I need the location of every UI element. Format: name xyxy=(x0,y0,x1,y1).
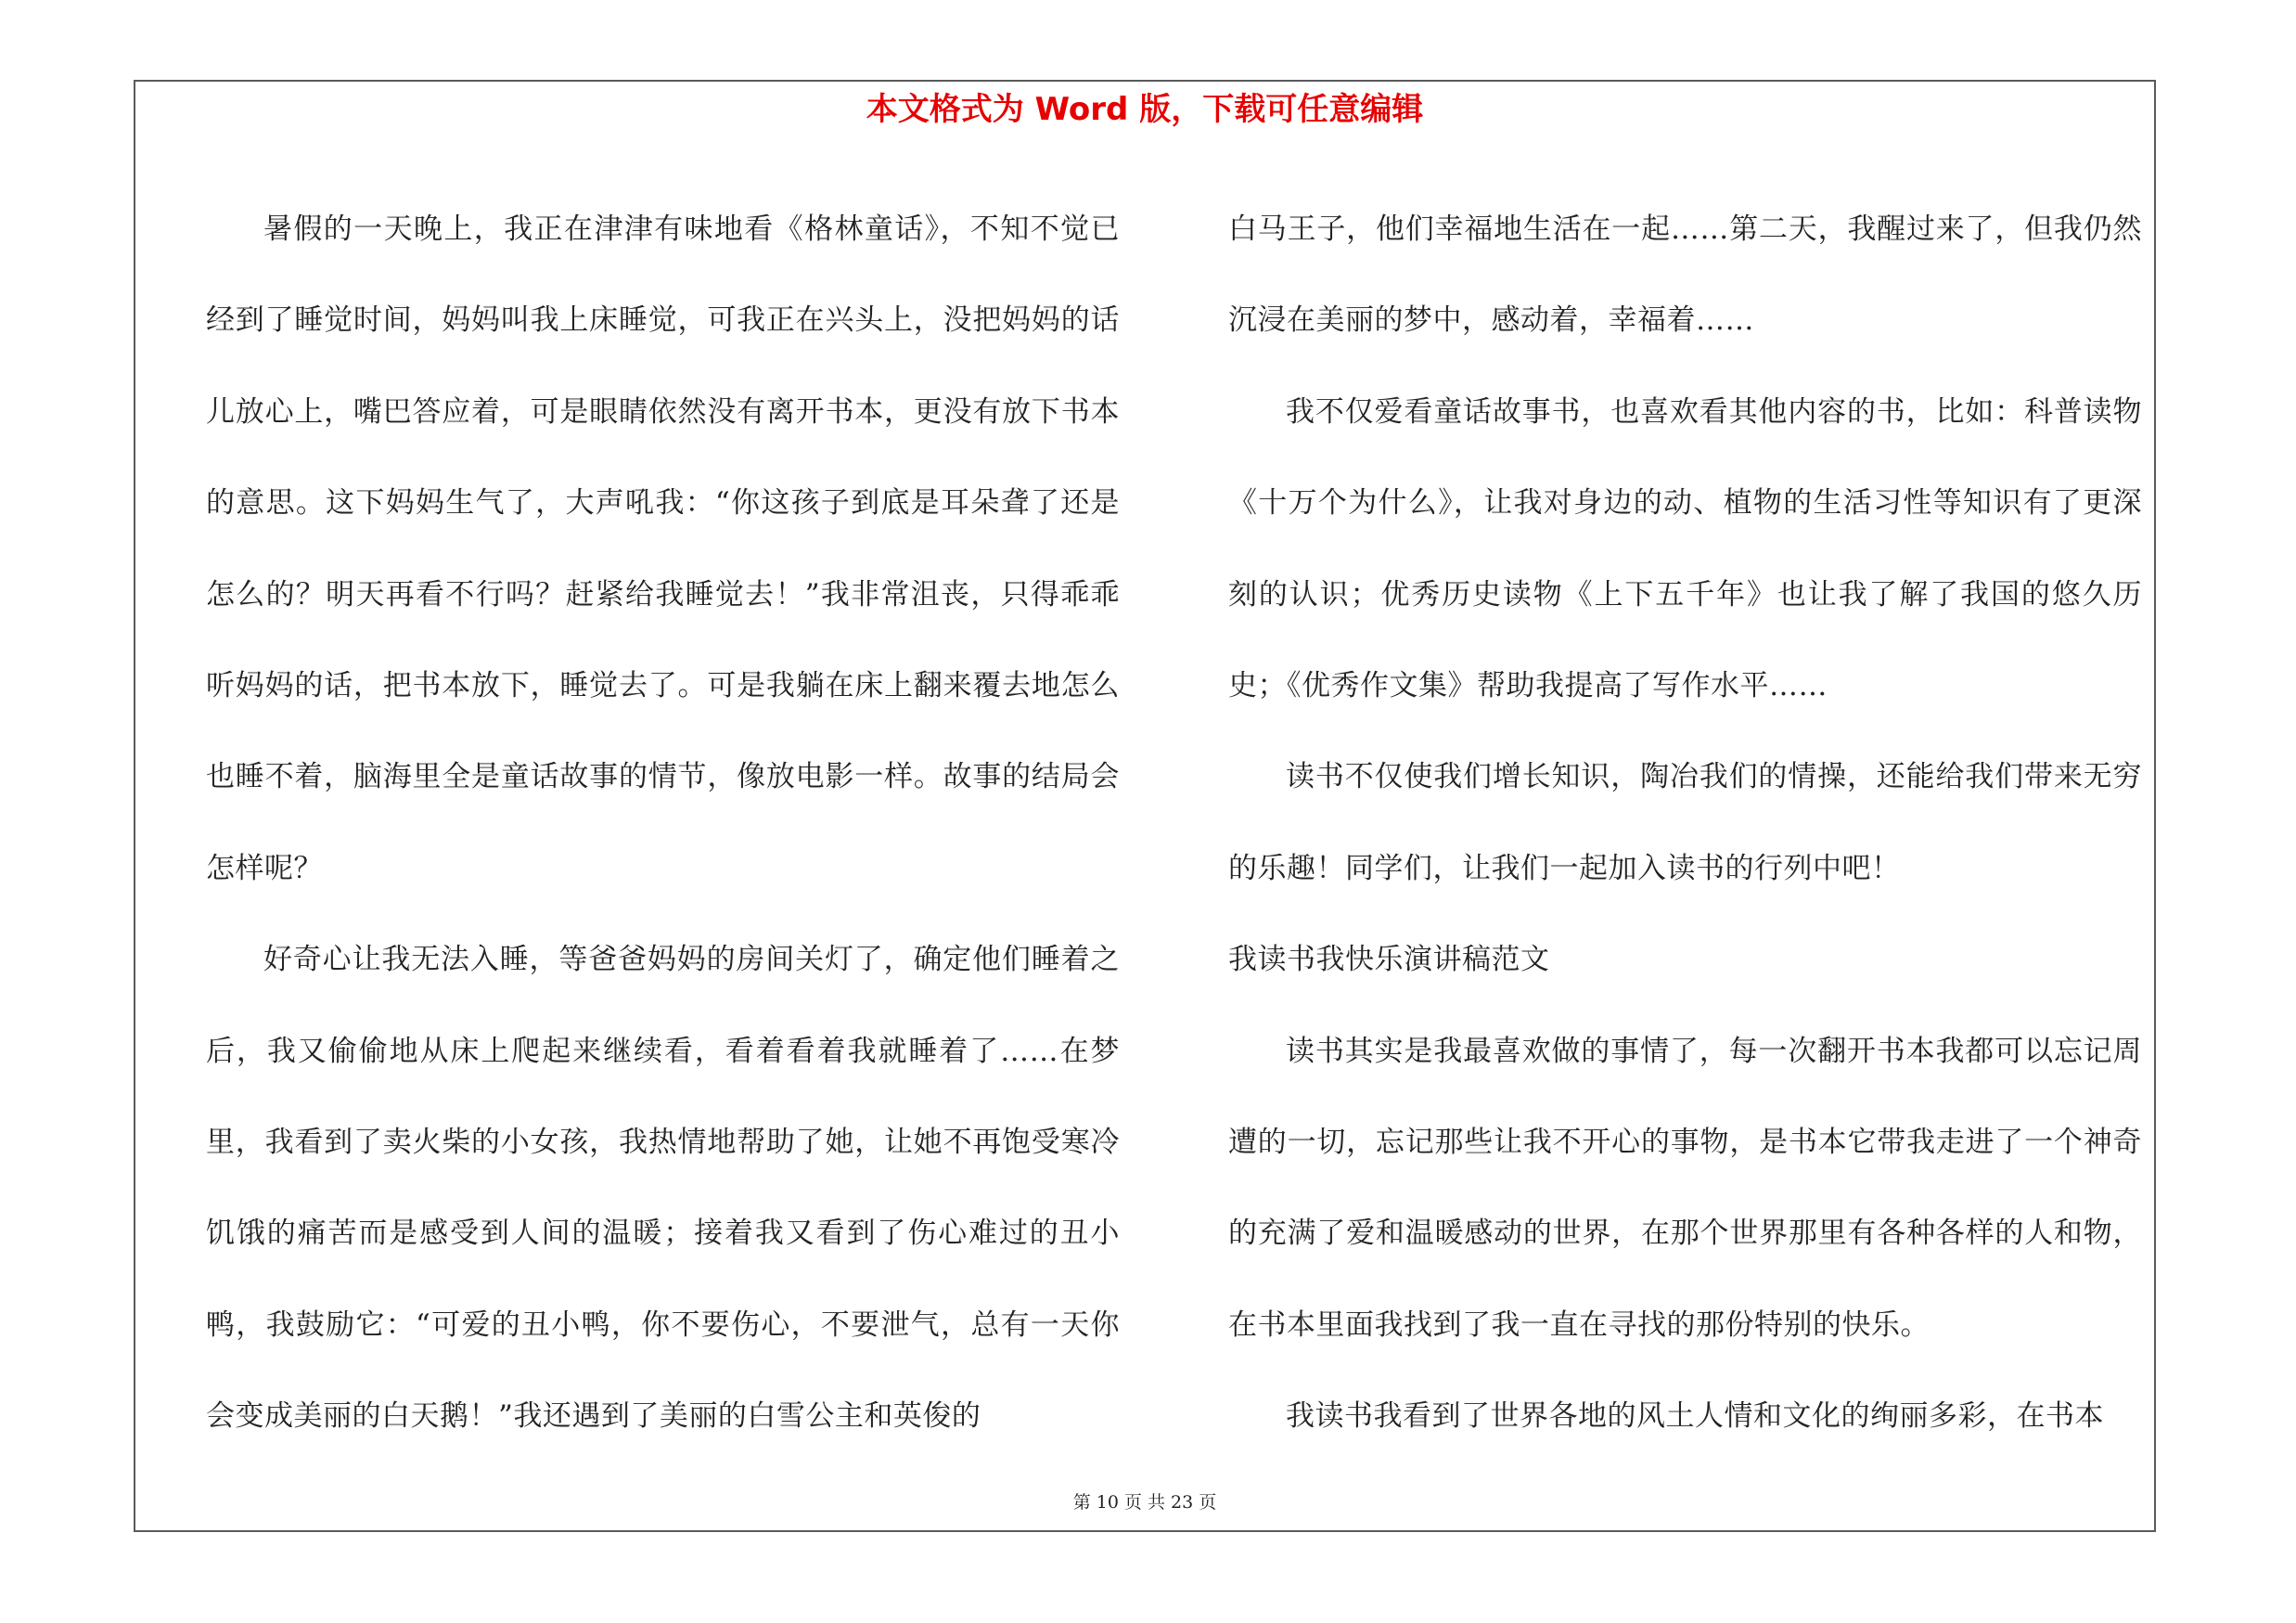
paragraph-summer-night: 暑假的一天晚上，我正在津津有味地看《格林童话》，不知不觉已经到了睡觉时间，妈妈叫我上床睡觉，可我正在兴头上，没把妈妈的话儿放心上，嘴巴答应着，可是眼睛依然没有离开书本，更没有放下书本的意思。这下妈妈生气了，大声吼我：“你这孩子到底是耳朵聋了还是怎么的？明天再看不行吗？赶紧给我睡觉去！”我非常沮丧，只得乖乖听妈妈的话，把书本放下，睡觉去了。可是我躺在床上翻来覆去地怎么也睡不着，脑海里全是童话故事的情节，像放电影一样。故事的结局会怎样呢？ xyxy=(206,213,1120,885)
section-heading: 我读书我快乐演讲稿范文 xyxy=(1228,943,1550,977)
paragraph-continuation: 白马王子，他们幸福地生活在一起……第二天，我醒过来了，但我仍然沉浸在美丽的梦中，感动着，幸福着…… xyxy=(1228,213,2142,338)
right-column xyxy=(1228,184,2142,1462)
paragraph-conclusion: 读书不仅使我们增长知识，陶冶我们的情操，还能给我们带来无穷的乐趣！同学们，让我们一起加入读书的行列中吧！ xyxy=(1228,760,2142,885)
left-column-text xyxy=(206,184,1120,1462)
left-column xyxy=(206,184,1120,1462)
paragraph-reading-types: 我不仅爱看童话故事书，也喜欢看其他内容的书，比如：科普读物《十万个为什么》，让我对身边的动、植物的生活习性等知识有了更深刻的认识；优秀历史读物《上下五千年》也让我了解了我国的悠久历史；《优秀作文集》帮助我提高了写作水平…… xyxy=(1228,394,2142,703)
paragraph-world-cultures: 我读书我看到了世界各地的风土人情和文化的绚丽多彩，在书本 xyxy=(1286,1399,2104,1434)
page-number-label: 第 10 页 共 23 页 xyxy=(1072,1492,1217,1513)
document-header-title: 本文格式为 Word 版，下载可任意编辑 xyxy=(866,91,1424,128)
right-column-text xyxy=(1228,184,2142,1462)
page-footer xyxy=(134,1488,2156,1516)
paragraph-reading-joy: 读书其实是我最喜欢做的事情了，每一次翻开书本我都可以忘记周遭的一切，忘记那些让我不开心的事物，是书本它带我走进了一个神奇的充满了爱和温暖感动的世界，在那个世界那里有各种各样的人和物，在书本里面我找到了我一直在寻找的那份特别的快乐。 xyxy=(1228,1034,2142,1342)
paragraph-curiosity-dream: 好奇心让我无法入睡，等爸爸妈妈的房间关灯了，确定他们睡着之后，我又偷偷地从床上爬起来继续看，看着看着我就睡着了……在梦里，我看到了卖火柴的小女孩，我热情地帮助了她，让她不再饱受寒冷饥饿的痛苦而是感受到人间的温暖；接着我又看到了伤心难过的丑小鸭，我鼓励它：“可爱的丑小鸭，你不要伤心，不要泄气，总有一天你会变成美丽的白天鹅！”我还遇到了美丽的白雪公主和英俊的 xyxy=(206,943,1120,1434)
